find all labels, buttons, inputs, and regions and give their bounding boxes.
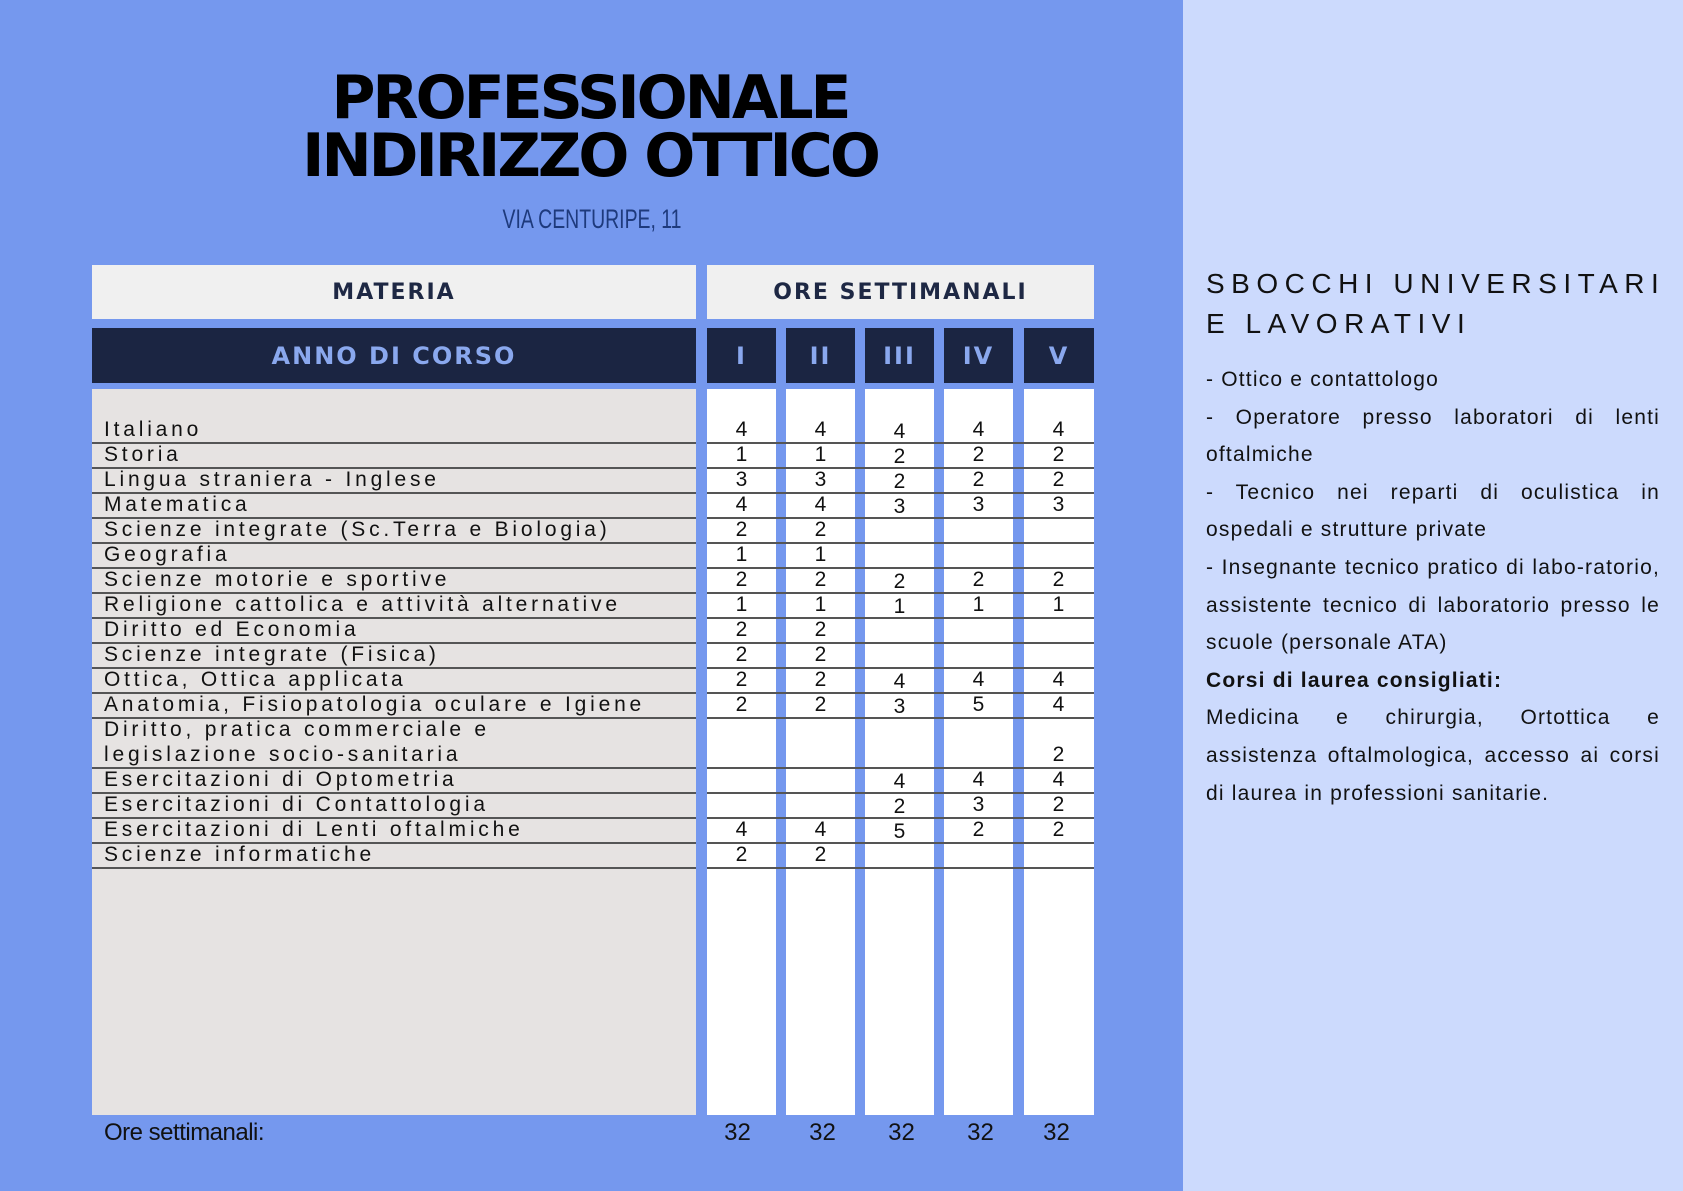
hours-cell: 2 (1052, 793, 1065, 816)
hours-cell: 2 (814, 568, 827, 591)
subject-name: Diritto, pratica commerciale e (104, 718, 490, 741)
hours-cell: 4 (893, 670, 906, 693)
hours-cell: 2 (735, 568, 748, 591)
sbocchi-list (1206, 361, 1660, 812)
total-year-4: 32 (967, 1119, 994, 1146)
year-header-3: III (865, 328, 934, 383)
total-year-5: 32 (1043, 1119, 1070, 1146)
sbocchi-item: - Operatore presso laboratori di lenti oftalmiche (1206, 405, 1660, 467)
year-header-1: I (707, 328, 776, 383)
subject-name-line2: legislazione socio-sanitaria (104, 743, 462, 766)
hours-cell: 5 (893, 820, 906, 843)
hours-cell: 1 (814, 593, 827, 616)
hours-cell: 4 (735, 818, 748, 841)
hours-cell: 2 (814, 668, 827, 691)
hours-cell: 3 (1052, 493, 1065, 516)
address: VIA CENTURIPE, 11 (502, 204, 682, 234)
hours-cell: 1 (1052, 593, 1065, 616)
hours-cell: 4 (735, 493, 748, 516)
hours-cell: 4 (893, 770, 906, 793)
corsi-label: Corsi di laurea consigliati: (1206, 668, 1503, 692)
year-header-2: II (786, 328, 855, 383)
hours-cell: 4 (972, 768, 985, 791)
hours-cell: 4 (893, 420, 906, 443)
hours-cell: 1 (735, 443, 748, 466)
hours-cell: 2 (814, 643, 827, 666)
total-year-1: 32 (724, 1119, 751, 1146)
hours-cell: 2 (893, 570, 906, 593)
hours-cell: 4 (1052, 768, 1065, 791)
subject-name: Esercitazioni di Contattologia (104, 793, 489, 816)
hours-cell: 2 (814, 843, 827, 866)
hours-cell: 2 (735, 843, 748, 866)
ore-settimanali-header: ORE SETTIMANALI (707, 265, 1094, 319)
hours-cell: 2 (1052, 468, 1065, 491)
sbocchi-heading-line2: E LAVORATIVI (1206, 308, 1472, 339)
hours-cell: 4 (735, 418, 748, 441)
hours-cell: 2 (893, 470, 906, 493)
hours-cell: 2 (735, 668, 748, 691)
materia-header: MATERIA (92, 265, 696, 319)
row-divider (92, 867, 696, 869)
hours-cell: 2 (1052, 568, 1065, 591)
subject-name: Italiano (104, 418, 203, 441)
subject-name: Scienze integrate (Sc.Terra e Biologia) (104, 518, 611, 541)
total-year-3: 32 (888, 1119, 915, 1146)
hours-cell: 2 (972, 818, 985, 841)
hours-cell: 3 (893, 495, 906, 518)
corsi-text: Medicina e chirurgia, Ortottica e assistenza oftalmologica, accesso ai corsi di laurea in professioni sanitarie. (1206, 706, 1660, 805)
hours-cell: 1 (972, 593, 985, 616)
sbocchi-item: - Tecnico nei reparti di oculistica in ospedali e strutture private (1206, 480, 1660, 542)
anno-di-corso-header: ANNO DI CORSO (92, 328, 696, 383)
hours-cell: 2 (814, 518, 827, 541)
hours-cell: 3 (972, 793, 985, 816)
hours-cell: 2 (735, 518, 748, 541)
hours-cell: 1 (735, 593, 748, 616)
sbocchi-item: - Insegnante tecnico pratico di labo-ratorio, assistente tecnico di laboratorio presso le scuole (personale ATA) (1206, 555, 1660, 655)
hours-cell: 3 (893, 695, 906, 718)
sbocchi-heading-line1: SBOCCHI UNIVERSITARI (1206, 268, 1666, 299)
total-year-2: 32 (809, 1119, 836, 1146)
hours-cell: 2 (1052, 818, 1065, 841)
hours-cell: 5 (972, 693, 985, 716)
subject-name: Scienze motorie e sportive (104, 568, 451, 591)
row-divider (707, 867, 1094, 869)
hours-cell: 2 (972, 468, 985, 491)
year-header-4: IV (944, 328, 1013, 383)
hours-cell: 2 (814, 618, 827, 641)
hours-cell: 4 (814, 493, 827, 516)
hours-cell: 4 (814, 818, 827, 841)
subject-name: Religione cattolica e attività alternative (104, 593, 621, 616)
hours-cell: 3 (735, 468, 748, 491)
subject-name: Anatomia, Fisiopatologia oculare e Igiene (104, 693, 646, 716)
hours-cell: 3 (814, 468, 827, 491)
hours-cell: 4 (1052, 693, 1065, 716)
hours-cell: 2 (1052, 743, 1065, 766)
hours-cell: 4 (814, 418, 827, 441)
subject-name: Scienze integrate (Fisica) (104, 643, 440, 666)
year-header-5: V (1024, 328, 1094, 383)
subject-name: Storia (104, 443, 182, 466)
hours-cell: 2 (814, 693, 827, 716)
subject-name: Esercitazioni di Optometria (104, 768, 458, 791)
hours-cell: 1 (893, 595, 906, 618)
hours-cell: 3 (972, 493, 985, 516)
hours-cell: 4 (1052, 668, 1065, 691)
hours-cell: 2 (735, 618, 748, 641)
hours-cell: 4 (972, 418, 985, 441)
hours-cell: 2 (893, 795, 906, 818)
subject-name: Scienze informatiche (104, 843, 375, 866)
subject-name: Lingua straniera - Inglese (104, 468, 440, 491)
row-divider (92, 442, 696, 444)
hours-cell: 2 (735, 693, 748, 716)
sbocchi-item: - Ottico e contattologo (1206, 368, 1440, 391)
page-title-line1: PROFESSIONALE (331, 63, 849, 133)
hours-cell: 2 (735, 643, 748, 666)
hours-cell: 4 (1052, 418, 1065, 441)
ore-settimanali-footer: Ore settimanali: (104, 1119, 265, 1146)
sbocchi-heading (1206, 264, 1665, 344)
hours-cell: 2 (1052, 443, 1065, 466)
subject-name: Diritto ed Economia (104, 618, 360, 641)
hours-cell: 4 (972, 668, 985, 691)
hours-cell: 1 (735, 543, 748, 566)
subject-name: Geografia (104, 543, 231, 566)
subject-name: Ottica, Ottica applicata (104, 668, 407, 691)
subject-name: Esercitazioni di Lenti oftalmiche (104, 818, 524, 841)
hours-cell: 2 (972, 443, 985, 466)
hours-cell: 1 (814, 443, 827, 466)
hours-cell: 2 (972, 568, 985, 591)
hours-cell: 2 (893, 445, 906, 468)
page-title-line2: INDIRIZZO OTTICO (302, 121, 878, 191)
subject-name: Matematica (104, 493, 251, 516)
hours-cell: 1 (814, 543, 827, 566)
